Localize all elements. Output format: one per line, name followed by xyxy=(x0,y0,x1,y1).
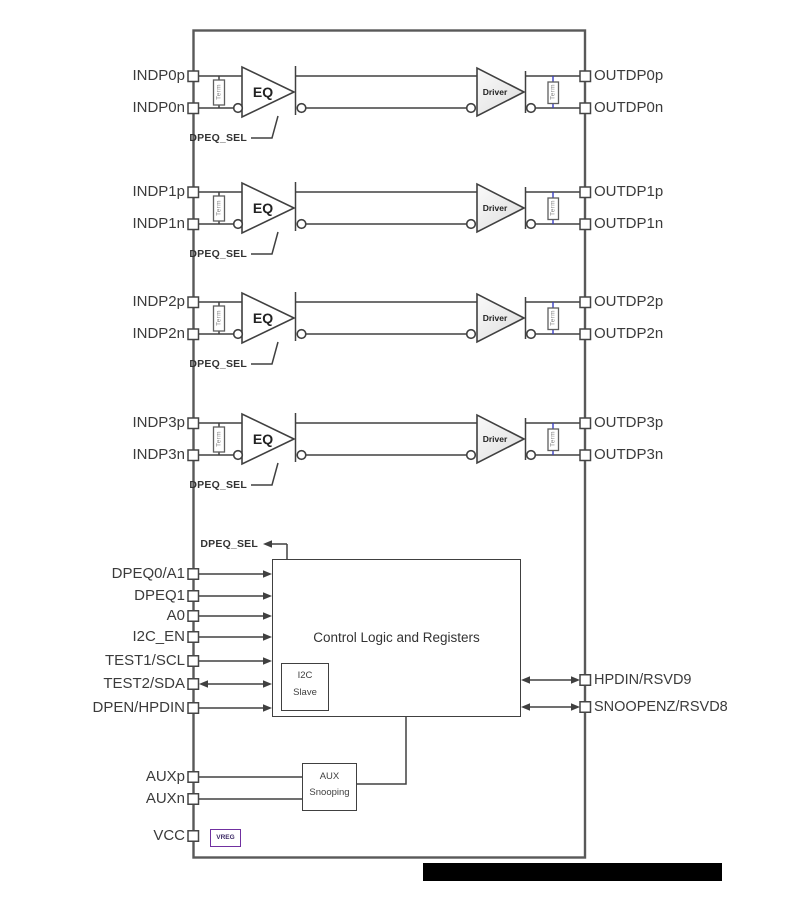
control-pin-label: DPEQ1 xyxy=(134,587,185,604)
dpeq-sel-callout-line xyxy=(251,232,278,254)
pin-vcc xyxy=(188,831,199,842)
dpeq-sel-callout-line xyxy=(251,342,278,364)
aux-pin-label: AUXp xyxy=(145,768,185,785)
arrowhead-left xyxy=(199,680,208,688)
driver-label: Driver xyxy=(482,434,508,444)
pin-test2-sda xyxy=(188,679,199,690)
dpeq-sel-output-label: DPEQ_SEL xyxy=(200,538,258,550)
term-label: Term xyxy=(549,310,557,326)
eq-label: EQ xyxy=(252,310,274,326)
driver-label: Driver xyxy=(482,87,508,97)
arrowhead-right xyxy=(571,703,580,711)
pin-outdp-n xyxy=(580,219,591,230)
pin-a0 xyxy=(188,611,199,622)
output-pin-label: OUTDP3n xyxy=(594,446,664,463)
arrowhead-right xyxy=(263,612,272,620)
i2c-slave-label-line2: Slave xyxy=(293,687,317,698)
inverting-bubble xyxy=(234,451,243,460)
output-pin-label: OUTDP1n xyxy=(594,215,664,232)
arrowhead-right xyxy=(263,592,272,600)
term-label: Term xyxy=(549,431,557,447)
pin-dpeq1 xyxy=(188,591,199,602)
dpeq-sel-label: DPEQ_SEL xyxy=(189,248,247,260)
inverting-bubble xyxy=(527,330,536,339)
inverting-bubble xyxy=(527,220,536,229)
inverting-bubble xyxy=(234,330,243,339)
inverting-bubble xyxy=(527,104,536,113)
output-pin-label: OUTDP0n xyxy=(594,99,664,116)
driver-label: Driver xyxy=(482,203,508,213)
arrowhead-right xyxy=(263,633,272,641)
pin-outdp-p xyxy=(580,297,591,308)
input-pin-label: INDP2p xyxy=(132,293,185,310)
pin-indp-n xyxy=(188,450,199,461)
input-pin-label: INDP1p xyxy=(132,183,185,200)
term-label: Term xyxy=(215,310,223,326)
arrowhead-left xyxy=(263,540,272,548)
input-pin-label: INDP1n xyxy=(132,215,185,232)
aux-snooping-label-line1: AUX xyxy=(319,771,340,782)
control-pin-label: TEST1/SCL xyxy=(104,652,185,669)
inverting-bubble xyxy=(527,451,536,460)
arrowhead-left xyxy=(521,676,530,684)
output-pin-label: OUTDP0p xyxy=(594,67,664,84)
channel-2-lane xyxy=(188,292,591,364)
control-pin-label: I2C_EN xyxy=(132,628,185,645)
output-pin-label: OUTDP1p xyxy=(594,183,664,200)
pin-dpen-hpdin xyxy=(188,703,199,714)
arrowhead-right xyxy=(263,657,272,665)
eq-label: EQ xyxy=(252,84,274,100)
arrowhead-right xyxy=(263,680,272,688)
dpeq-sel-label: DPEQ_SEL xyxy=(189,132,247,144)
inverting-bubble xyxy=(234,104,243,113)
pin-indp-p xyxy=(188,71,199,82)
pin-outdp-n xyxy=(580,450,591,461)
control-pin-label: DPEN/HPDIN xyxy=(92,699,185,716)
pin-indp-p xyxy=(188,418,199,429)
control-logic-title: Control Logic and Registers xyxy=(313,630,480,645)
inverting-bubble xyxy=(467,220,476,229)
pin-indp-n xyxy=(188,219,199,230)
arrowhead-right xyxy=(571,676,580,684)
term-label: Term xyxy=(549,84,557,100)
inverting-bubble xyxy=(234,220,243,229)
pin-indp-p xyxy=(188,187,199,198)
pin-outdp-p xyxy=(580,71,591,82)
term-label: Term xyxy=(215,84,223,100)
vcc-pin-label: VCC xyxy=(153,827,185,844)
driver-label: Driver xyxy=(482,313,508,323)
channel-3-lane xyxy=(188,413,591,485)
eq-label: EQ xyxy=(252,431,274,447)
output-pin-label: OUTDP2p xyxy=(594,293,664,310)
pin-auxn xyxy=(188,794,199,805)
dpeq-sel-callout-line xyxy=(251,463,278,485)
redaction-bar xyxy=(423,863,722,881)
vreg-label: VREG xyxy=(216,834,235,841)
pin-indp-n xyxy=(188,329,199,340)
inverting-bubble xyxy=(297,330,306,339)
pin-indp-n xyxy=(188,103,199,114)
pin-outdp-n xyxy=(580,103,591,114)
output-pin-label: OUTDP2n xyxy=(594,325,664,342)
pin-outdp-p xyxy=(580,418,591,429)
control-pin-label: TEST2/SDA xyxy=(103,675,185,692)
pin-hpdin-rsvd9 xyxy=(580,675,591,686)
input-pin-label: INDP3p xyxy=(132,414,185,431)
pin-outdp-n xyxy=(580,329,591,340)
dpeq-sel-label: DPEQ_SEL xyxy=(189,479,247,491)
input-pin-label: INDP0n xyxy=(132,99,185,116)
arrowhead-left xyxy=(521,703,530,711)
aux-snooping-label-line2: Snooping xyxy=(309,787,350,798)
pin-test1-scl xyxy=(188,656,199,667)
pin-auxp xyxy=(188,772,199,783)
term-label: Term xyxy=(215,200,223,216)
dpeq-sel-callout-line xyxy=(251,116,278,138)
arrowhead-right xyxy=(263,570,272,578)
inverting-bubble xyxy=(467,330,476,339)
control-pin-label: HPDIN/RSVD9 xyxy=(594,672,692,688)
inverting-bubble xyxy=(467,104,476,113)
arrowhead-right xyxy=(263,704,272,712)
output-pin-label: OUTDP3p xyxy=(594,414,664,431)
pin-snoopenz-rsvd8 xyxy=(580,702,591,713)
aux-to-control-wire xyxy=(357,717,406,784)
control-pin-label: SNOOPENZ/RSVD8 xyxy=(594,699,728,715)
inverting-bubble xyxy=(297,451,306,460)
input-pin-label: INDP3n xyxy=(132,446,185,463)
input-pin-label: INDP0p xyxy=(132,67,185,84)
pin-i2c-en xyxy=(188,632,199,643)
input-pin-label: INDP2n xyxy=(132,325,185,342)
term-label: Term xyxy=(549,200,557,216)
channel-0-lane xyxy=(188,66,591,138)
pin-outdp-p xyxy=(580,187,591,198)
inverting-bubble xyxy=(297,220,306,229)
control-pin-label: DPEQ0/A1 xyxy=(111,565,185,582)
inverting-bubble xyxy=(467,451,476,460)
eq-label: EQ xyxy=(252,200,274,216)
control-pin-label: A0 xyxy=(166,607,185,624)
channel-1-lane xyxy=(188,182,591,254)
dpeq-sel-label: DPEQ_SEL xyxy=(189,358,247,370)
inverting-bubble xyxy=(297,104,306,113)
term-label: Term xyxy=(215,431,223,447)
i2c-slave-label-line1: I2C xyxy=(297,670,313,681)
pin-dpeq0-a1 xyxy=(188,569,199,580)
aux-pin-label: AUXn xyxy=(145,790,185,807)
pin-indp-p xyxy=(188,297,199,308)
